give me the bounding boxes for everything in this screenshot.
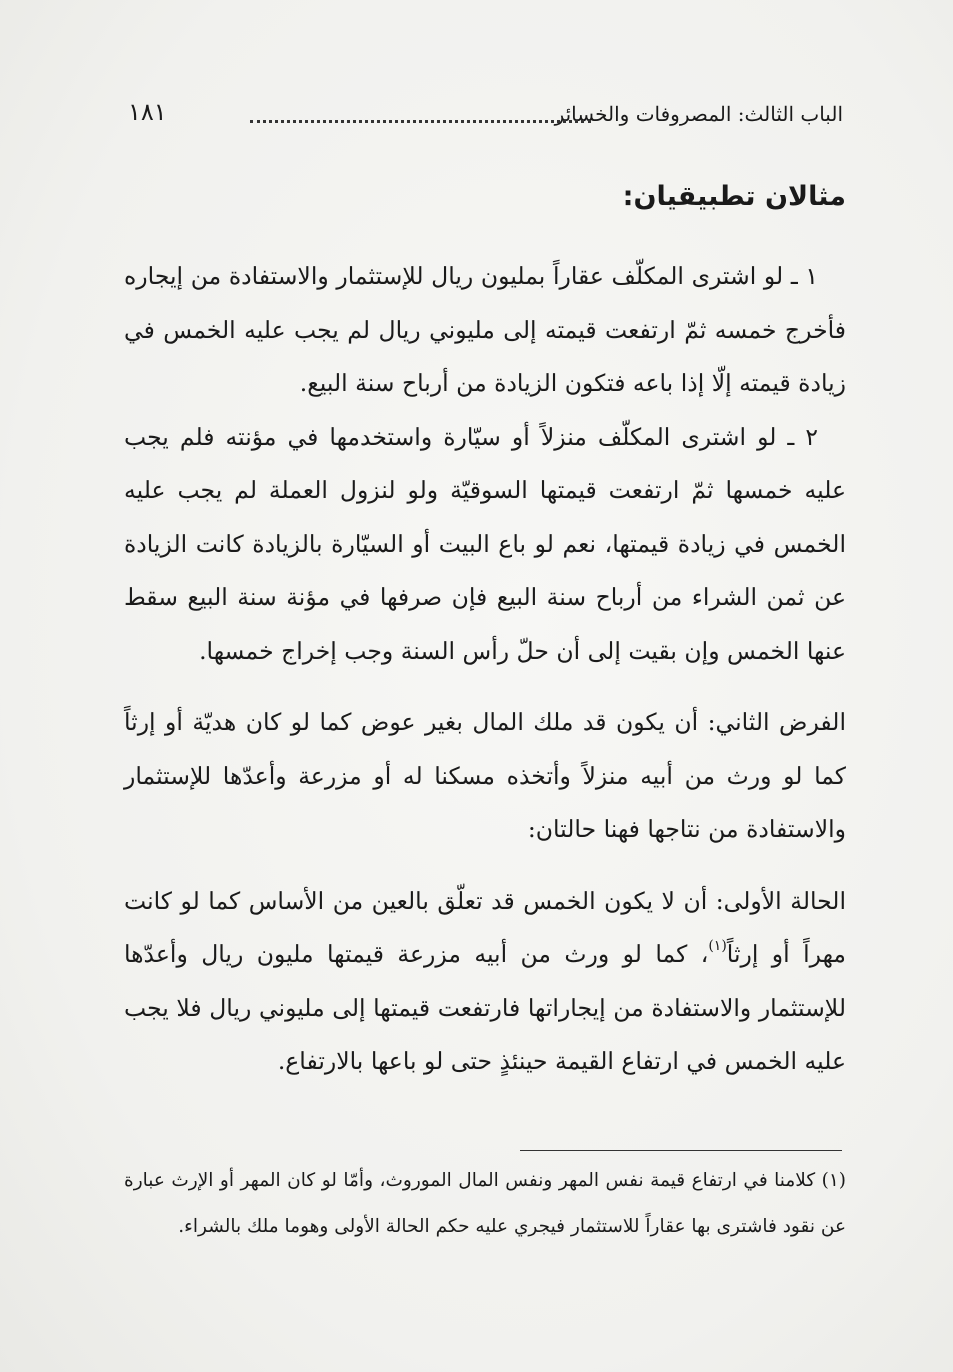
dotted-leader [250,120,591,123]
second-case-lead: الفرض الثاني: [707,708,846,736]
page-body [124,172,846,1089]
footnote-reference: (١) [708,938,727,954]
running-header [128,98,843,138]
spacer [124,678,846,696]
second-case-text: أن يكون قد ملك المال بغير عوض كما لو كان هديّة أو إرثاً كما لو ورث من أبيه منزلاً وأتخذه مسكنا له أو مزرعة وأعدّها للإستثمار والاستفادة من نتاجها فهنا حالتان: [124,708,846,843]
spacer [124,857,846,875]
first-state-text-b: ، كما لو ورث من أبيه مزرعة قيمتها مليون ريال وأعدّها للإستثمار والاستفادة من إيجاراتها فارتفعت قيمتها إلى مليوني ريال فلا يجب عليه الخمس في ارتفاع القيمة حينئذٍ حتى لو باعها بالارتفاع. [124,940,846,1075]
footnote-separator [520,1150,842,1151]
section-heading: مثالان تطبيقيان: [622,181,846,212]
first-state-paragraph [124,875,846,1089]
second-case-paragraph [124,696,846,857]
first-state-lead: الحالة الأولى: [715,886,846,915]
chapter-title: الباب الثالث: المصروفات والخسائر [554,102,843,126]
first-state-text-a: أن لا يكون الخمس قد تعلّق بالعين من الأساس كما لو كانت مهراً أو إرثاً [124,886,846,968]
example-2-paragraph: ٢ ـ لو اشترى المكلّف منزلاً أو سيّارة واستخدمها في مؤنته فلم يجب عليه خمسها ثمّ ارتفعت قيمتها السوقيّة ولو لنزول العملة لم يجب عليه الخمس في زيادة قيمتها، نعم لو باع البيت أو السيّارة بالزيادة كانت الزيادة عن ثمن الشراء من أرباح سنة البيع فإن صرفها في مؤنة سنة البيع سقط عنها الخمس وإن بقيت إلى أن حلّ رأس السنة وجب إخراج خمسها. [124,422,846,665]
footnote: (١) كلامنا في ارتفاع قيمة نفس المهر ونفس المال الموروث، وأمّا لو كان المهر أو الإرث عبارة عن نقود فاشترى بها عقاراً للاستثمار فيجري عليه حكم الحالة الأولى وهوما ملك بالشراء. [124,1170,846,1237]
example-1-paragraph: ١ ـ لو اشترى المكلّف عقاراً بمليون ريال للإستثمار والاستفادة من إيجاره فأخرج خمسه ثمّ ارتفعت قيمته إلى مليوني ريال لم يجب عليه الخمس في زيادة قيمته إلّا إذا باعه فتكون الزيادة من أرباح سنة البيع. [124,262,846,397]
page-number: ١٨١ [128,98,167,126]
